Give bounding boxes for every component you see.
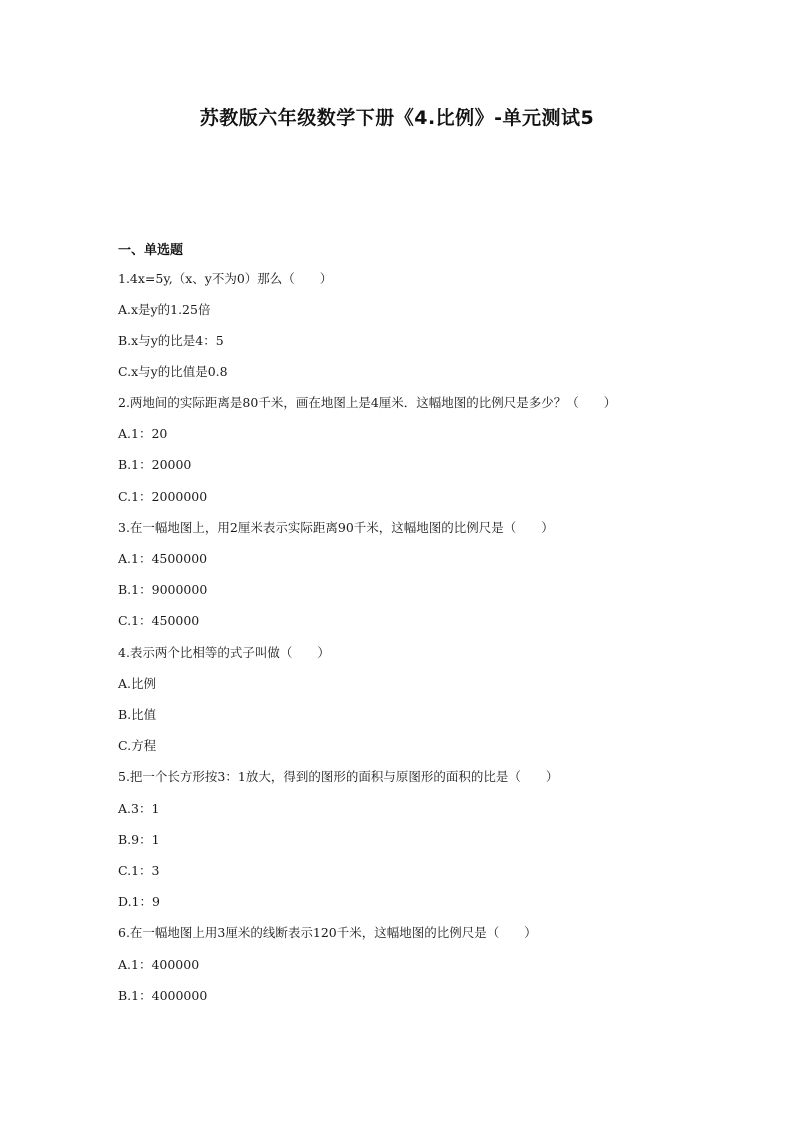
section-heading: 一、单选题 bbox=[118, 243, 184, 258]
question-4-option-a: A.比例 bbox=[118, 676, 157, 691]
question-5-stem: 5.把一个长方形按3：1放大，得到的图形的面积与原图形的面积的比是（ ） bbox=[118, 769, 559, 784]
question-1-stem: 1.4x=5y,（x、y不为0）那么（ ） bbox=[118, 271, 333, 286]
question-4-stem: 4.表示两个比相等的式子叫做（ ） bbox=[118, 645, 330, 660]
question-5-option-a: A.3：1 bbox=[118, 801, 160, 816]
question-2-option-c: C.1：2000000 bbox=[118, 489, 208, 504]
question-4-option-c: C.方程 bbox=[118, 738, 157, 753]
question-1-option-c: C.x与y的比值是0.8 bbox=[118, 364, 228, 379]
question-6-stem: 6.在一幅地图上用3厘米的线断表示120千米，这幅地图的比例尺是（ ） bbox=[118, 925, 537, 940]
question-2-option-a: A.1：20 bbox=[118, 426, 168, 441]
question-5-option-b: B.9：1 bbox=[118, 832, 160, 847]
question-5-option-c: C.1：3 bbox=[118, 863, 160, 878]
question-3-option-c: C.1：450000 bbox=[118, 613, 200, 628]
document-title: 苏教版六年级数学下册《4.比例》-单元测试5 bbox=[199, 107, 595, 129]
question-5-option-d: D.1：9 bbox=[118, 894, 160, 909]
question-6-option-b: B.1：4000000 bbox=[118, 988, 208, 1003]
question-4-option-b: B.比值 bbox=[118, 707, 157, 722]
question-1-option-b: B.x与y的比是4：5 bbox=[118, 333, 224, 348]
question-3-option-a: A.1：4500000 bbox=[118, 551, 208, 566]
question-2-stem: 2.两地间的实际距离是80千米，画在地图上是4厘米．这幅地图的比例尺是多少？（ ） bbox=[118, 395, 617, 410]
question-6-option-a: A.1：400000 bbox=[118, 957, 200, 972]
question-1-option-a: A.x是y的1.25倍 bbox=[118, 302, 211, 317]
question-3-stem: 3.在一幅地图上，用2厘米表示实际距离90千米，这幅地图的比例尺是（ ） bbox=[118, 520, 554, 535]
question-2-option-b: B.1：20000 bbox=[118, 457, 192, 472]
question-3-option-b: B.1：9000000 bbox=[118, 582, 208, 597]
